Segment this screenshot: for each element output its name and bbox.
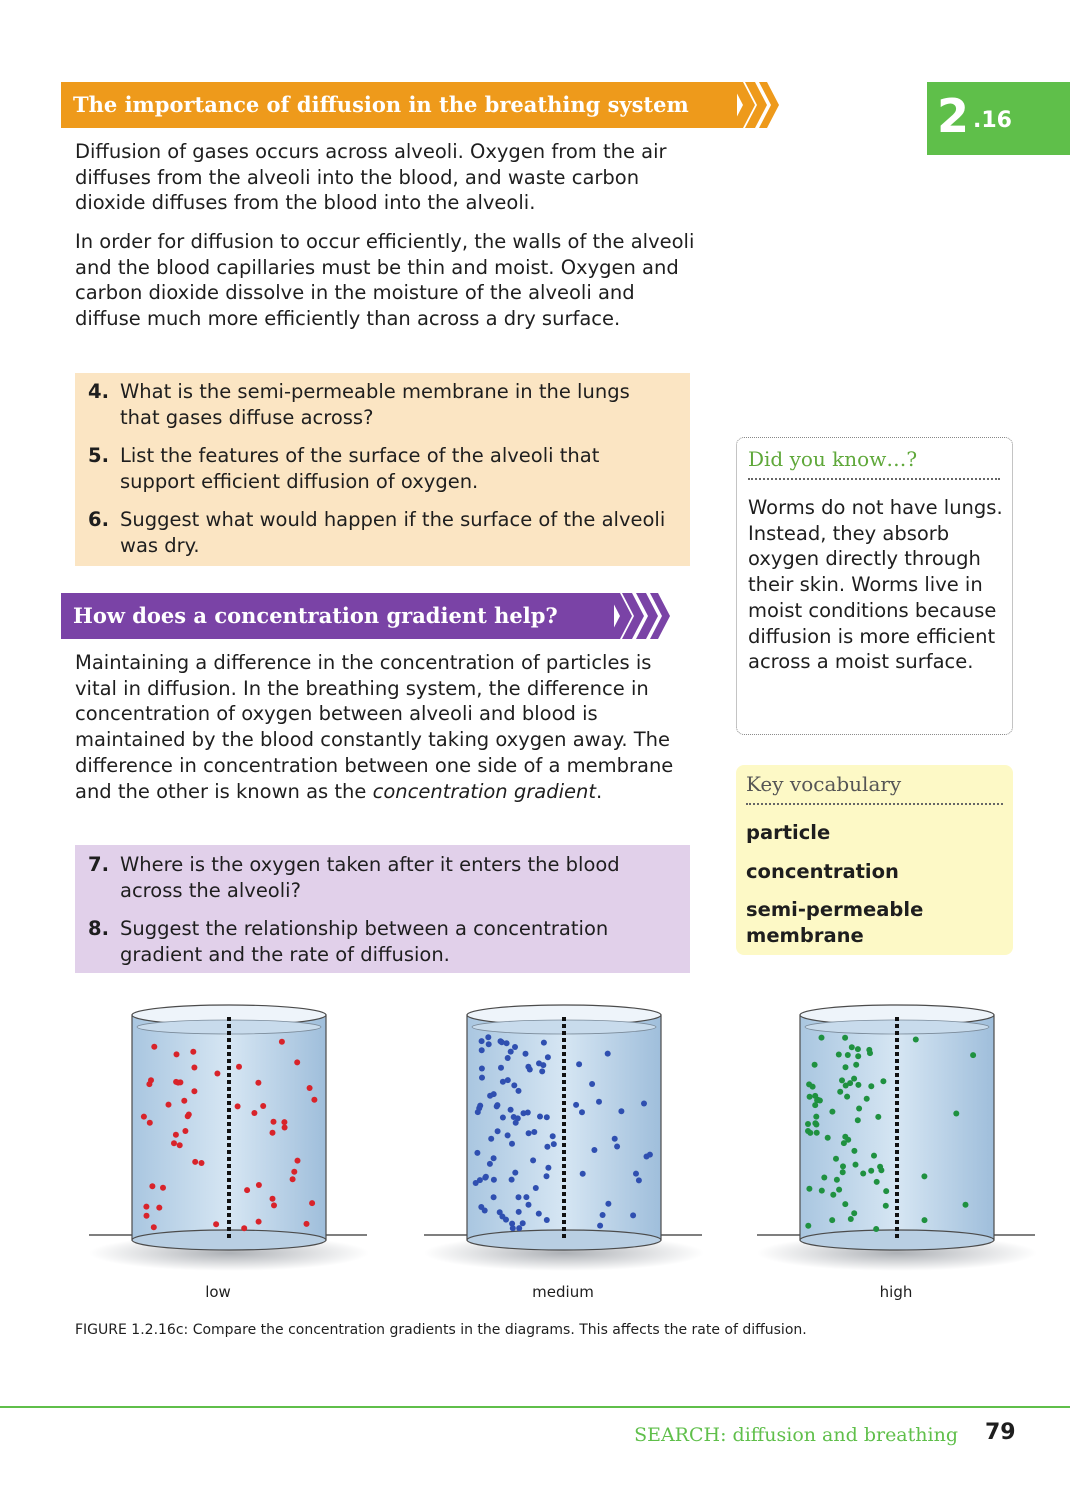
particle <box>505 1055 511 1061</box>
particle <box>633 1171 639 1177</box>
particle <box>503 1217 509 1223</box>
particle <box>819 1035 825 1041</box>
particle <box>487 1093 493 1099</box>
section-number: .16 <box>973 108 1012 133</box>
particle <box>186 1112 192 1118</box>
particle <box>814 1130 820 1136</box>
particle <box>883 1188 889 1194</box>
particle <box>309 1200 315 1206</box>
particle <box>853 1062 859 1068</box>
particle <box>508 1049 514 1055</box>
particle <box>847 1080 853 1086</box>
particle <box>251 1110 257 1116</box>
particle <box>833 1156 839 1162</box>
particle <box>883 1203 889 1209</box>
paragraph-diffusion-of-gases: Diffusion of gases occurs across alveoli. Oxygen from the air diffuses from the alveoli into the blood, and waste carbon dioxide diffuses from the blood into the alveoli. <box>75 140 667 215</box>
particle <box>483 1174 489 1180</box>
question-text: What is the semi-permeable membrane in the lungs that gases diffuse across? <box>120 380 630 429</box>
particle <box>307 1085 313 1091</box>
particle <box>855 1053 861 1059</box>
particle <box>523 1051 529 1057</box>
particle <box>806 1186 812 1192</box>
particle <box>295 1158 301 1164</box>
particle <box>842 1035 848 1041</box>
particle <box>842 1201 848 1207</box>
particle <box>294 1059 300 1065</box>
search-hint: SEARCH: diffusion and breathing <box>634 1424 958 1446</box>
particle <box>512 1044 518 1050</box>
particle <box>144 1213 150 1219</box>
particle <box>191 1065 197 1071</box>
particle <box>291 1169 297 1175</box>
particle <box>873 1226 879 1232</box>
particle <box>641 1101 647 1107</box>
particle <box>836 1052 842 1058</box>
particle <box>281 1119 287 1125</box>
particle <box>812 1062 818 1068</box>
figure-label-medium: medium <box>532 1283 594 1301</box>
particle <box>533 1185 539 1191</box>
particle <box>511 1082 517 1088</box>
particle <box>829 1109 835 1115</box>
particle <box>630 1212 636 1218</box>
question-number: 5. <box>88 444 109 467</box>
particle <box>479 1075 485 1081</box>
particle <box>516 1194 522 1200</box>
particle <box>500 1115 506 1121</box>
particle <box>536 1211 542 1217</box>
particle <box>856 1106 862 1112</box>
particle <box>500 1079 506 1085</box>
particle <box>199 1160 205 1166</box>
particle <box>821 1175 827 1181</box>
particle <box>486 1041 492 1047</box>
particle <box>963 1202 969 1208</box>
beaker-high <box>757 1005 1037 1271</box>
particle <box>244 1187 250 1193</box>
particle <box>513 1120 519 1126</box>
particle <box>807 1130 813 1136</box>
particle <box>182 1128 188 1134</box>
particle <box>311 1097 317 1103</box>
section-heading-concentration-gradient <box>61 593 614 639</box>
particle <box>241 1225 247 1231</box>
particle <box>151 1044 157 1050</box>
key-vocabulary-box <box>736 765 1013 955</box>
particle <box>271 1202 277 1208</box>
particle <box>813 1114 819 1120</box>
diffusion-beakers-figure <box>0 995 1070 1295</box>
particle <box>860 1171 866 1177</box>
figure-label-high: high <box>879 1283 913 1301</box>
particle <box>878 1167 884 1173</box>
particle <box>531 1129 537 1135</box>
particle <box>922 1217 928 1223</box>
did-you-know-title: Did you know…? <box>748 444 1000 480</box>
particle <box>491 1177 497 1183</box>
particle <box>600 1212 606 1218</box>
section-heading-text: How does a concentration gradient help? <box>73 603 558 628</box>
particle <box>214 1071 220 1077</box>
particle <box>647 1152 653 1158</box>
particle <box>255 1080 261 1086</box>
figure-caption: FIGURE 1.2.16c: Compare the concentration gradients in the diagrams. This affects the rate of diffusion. <box>75 1322 807 1338</box>
question-number: 7. <box>88 853 109 876</box>
particle <box>156 1205 162 1211</box>
particle <box>880 1078 886 1084</box>
particle <box>551 1141 557 1147</box>
particle <box>504 1040 510 1046</box>
particle <box>605 1201 611 1207</box>
particle <box>864 1096 870 1102</box>
particle <box>843 1064 849 1070</box>
particle <box>829 1217 835 1223</box>
vocab-term-particle: particle <box>746 821 831 844</box>
particle <box>855 1117 861 1123</box>
particle <box>512 1170 518 1176</box>
particle <box>143 1204 149 1210</box>
particle <box>290 1176 296 1182</box>
particle <box>855 1046 861 1052</box>
particle <box>814 1097 820 1103</box>
particle <box>477 1177 483 1183</box>
particle <box>544 1144 550 1150</box>
particle <box>853 1162 859 1168</box>
paragraph-end: . <box>596 779 603 803</box>
particle <box>580 1171 586 1177</box>
particle <box>837 1089 843 1095</box>
question-text: Where is the oxygen taken after it enters the blood across the alveoli? <box>120 853 620 902</box>
chevron-arrows-icon <box>608 593 672 639</box>
particle <box>175 1080 181 1086</box>
particle <box>282 1125 288 1131</box>
particle <box>236 1064 242 1070</box>
particle <box>805 1121 811 1127</box>
particle <box>516 1088 522 1094</box>
particle <box>867 1050 873 1056</box>
particle <box>509 1141 515 1147</box>
figure-label-low: low <box>205 1283 231 1301</box>
particle <box>840 1163 846 1169</box>
particle <box>494 1102 500 1108</box>
particle <box>160 1185 166 1191</box>
particle <box>509 1177 515 1183</box>
particle <box>840 1169 846 1175</box>
vocab-term-concentration: concentration <box>746 860 899 883</box>
particle <box>819 1188 825 1194</box>
particle <box>270 1196 276 1202</box>
particle <box>851 1076 857 1082</box>
question-number: 4. <box>88 380 109 403</box>
chevron-arrows-icon <box>731 82 781 128</box>
did-you-know-body: Worms do not have lungs. Instead, they absorb oxygen directly through their skin. Worms live in moist conditions because diffusion is more efficient across a moist surface. <box>748 496 1003 674</box>
particle <box>505 1132 511 1138</box>
particle <box>544 1173 550 1179</box>
beaker-medium <box>424 1005 704 1271</box>
particle <box>190 1049 196 1055</box>
particle <box>495 1128 501 1134</box>
particle <box>527 1067 533 1073</box>
particle <box>576 1061 582 1067</box>
particle <box>177 1142 183 1148</box>
paragraph-efficient-diffusion: In order for diffusion to occur efficiently, the walls of the alveoli and the blood capillaries must be thin and moist. Oxygen and carbon dioxide dissolve in the moisture of the alveoli and diffuse much more efficiently than across a dry surface. <box>75 230 695 331</box>
particle <box>849 1044 855 1050</box>
particle <box>544 1114 550 1120</box>
particle <box>279 1039 285 1045</box>
particle <box>516 1225 522 1231</box>
particle <box>149 1183 155 1189</box>
particle <box>545 1165 551 1171</box>
particle <box>147 1120 153 1126</box>
question-text: Suggest what would happen if the surface of the alveoli was dry. <box>120 508 666 557</box>
particle <box>844 1094 850 1100</box>
particle <box>213 1221 219 1227</box>
particle <box>612 1136 618 1142</box>
particle <box>256 1219 262 1225</box>
particle <box>848 1216 854 1222</box>
key-vocabulary-title: Key vocabulary <box>746 769 1003 805</box>
particle <box>874 1179 880 1185</box>
particle <box>521 1110 527 1116</box>
questions-box-purple <box>75 845 690 973</box>
particle <box>544 1217 550 1223</box>
particle <box>836 1187 842 1193</box>
particle <box>868 1168 874 1174</box>
particle <box>579 1109 585 1115</box>
section-heading-diffusion <box>61 82 737 128</box>
chapter-number: 2 <box>937 89 970 143</box>
section-number-badge <box>927 82 1070 155</box>
term-concentration-gradient: concentration gradient <box>372 779 597 803</box>
question-text: Suggest the relationship between a concentration gradient and the rate of diffusion. <box>120 917 609 966</box>
particle <box>913 1037 919 1043</box>
particle <box>953 1111 959 1117</box>
particle <box>166 1102 172 1108</box>
vocab-term-semi-permeable-membrane: semi-permeable membrane <box>746 898 924 947</box>
paragraph-concentration-gradient <box>75 650 675 804</box>
particle <box>851 1148 857 1154</box>
particle <box>589 1081 595 1087</box>
particle <box>605 1051 611 1057</box>
particle <box>825 1135 831 1141</box>
particle <box>235 1103 241 1109</box>
particle <box>875 1114 881 1120</box>
particle <box>810 1084 816 1090</box>
section-heading-text: The importance of diffusion in the breathing system <box>73 92 689 117</box>
particle <box>541 1040 547 1046</box>
particle <box>845 1052 851 1058</box>
page-number: 79 <box>985 1420 1016 1445</box>
particle <box>830 1192 836 1198</box>
question-number: 8. <box>88 917 109 940</box>
particle <box>545 1054 551 1060</box>
particle <box>536 1060 542 1066</box>
particle <box>474 1150 480 1156</box>
particle <box>192 1159 198 1165</box>
particle <box>174 1051 180 1057</box>
particle <box>834 1177 840 1183</box>
particle <box>839 1077 845 1083</box>
particle <box>270 1130 276 1136</box>
paragraph-main-text: Maintaining a difference in the concentration of particles is vital in diffusion. In the breathing system, the difference in concentration of oxygen between alveoli and blood is maintained by the blood constantly taking oxygen away. The difference in concentration between one side of a membrane and the other is known as the <box>75 651 674 803</box>
particle <box>812 1120 818 1126</box>
particle <box>597 1223 603 1229</box>
particle <box>851 1210 857 1216</box>
particle <box>491 1194 497 1200</box>
particle <box>520 1220 526 1226</box>
particle <box>482 1208 488 1214</box>
particle <box>807 1094 813 1100</box>
particle <box>921 1173 927 1179</box>
particle <box>173 1132 179 1138</box>
footer-divider <box>0 1406 1070 1408</box>
particle <box>530 1157 536 1163</box>
particle <box>573 1102 579 1108</box>
question-number: 6. <box>88 508 109 531</box>
particle <box>479 1047 485 1053</box>
particle <box>841 1140 847 1146</box>
particle <box>487 1161 493 1167</box>
particle <box>618 1108 624 1114</box>
particle <box>636 1177 642 1183</box>
particle <box>523 1194 529 1200</box>
particle <box>871 1153 877 1159</box>
particle <box>842 1134 848 1140</box>
particle <box>141 1114 147 1120</box>
particle <box>271 1119 277 1125</box>
particle <box>488 1136 494 1142</box>
particle <box>256 1182 262 1188</box>
particle <box>148 1077 154 1083</box>
particle <box>479 1066 485 1072</box>
particle <box>151 1224 157 1230</box>
particle <box>497 1209 503 1215</box>
particle <box>539 1068 545 1074</box>
particle <box>479 1038 485 1044</box>
questions-box-orange <box>75 373 690 566</box>
particle <box>498 1065 504 1071</box>
particle <box>596 1099 602 1105</box>
particle <box>491 1155 497 1161</box>
particle <box>526 1130 532 1136</box>
particle <box>510 1225 516 1231</box>
particle <box>591 1147 597 1153</box>
question-text: List the features of the surface of the alveoli that support efficient diffusion of oxygen. <box>120 444 600 493</box>
particle <box>868 1083 874 1089</box>
particle <box>550 1133 556 1139</box>
particle <box>485 1034 491 1040</box>
particle <box>181 1098 187 1104</box>
beaker-low <box>89 1005 369 1271</box>
particle <box>855 1082 861 1088</box>
particle <box>516 1209 522 1215</box>
particle <box>537 1114 543 1120</box>
particle <box>171 1140 177 1146</box>
particle <box>526 1202 532 1208</box>
particle <box>614 1144 620 1150</box>
did-you-know-box <box>736 437 1013 735</box>
particle <box>970 1052 976 1058</box>
particle <box>475 1109 481 1115</box>
particle <box>260 1103 266 1109</box>
particle <box>805 1223 811 1229</box>
particle <box>191 1088 197 1094</box>
particle <box>304 1221 310 1227</box>
particle <box>508 1107 514 1113</box>
